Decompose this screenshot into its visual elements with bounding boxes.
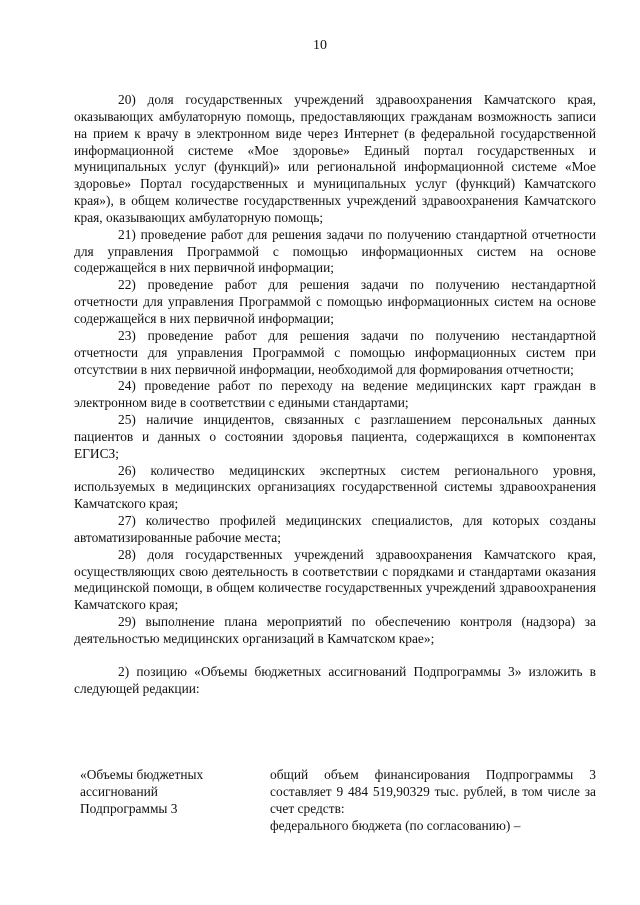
list-item-26: 26) количество медицинских экспертных систем регионального уровня, используемых в медицинских организациях государственной системы здравоохранения Камчатского края; [74,462,596,512]
list-item-27: 27) количество профилей медицинских специалистов, для которых созданы автоматизированные рабочие места; [74,513,596,545]
table-left-line: ассигнований [80,783,158,799]
list-item-24: 24) проведение работ по переходу на ведение медицинских карт граждан в электронном виде в соответствии с едиными стандартами; [74,378,596,411]
list-item-29: 29) выполнение плана мероприятий по обеспечению контроля (надзора) за деятельностью медицинских организаций в Камчатском крае»; [74,614,596,646]
list-item-28: 28) доля государственных учреждений здравоохранения Камчатского края, осуществляющих свою деятельность в соответствии с порядками и стандартами оказания медицинской помощи, в общем количестве государственных учреждений здравоохранения Камчатского края; [74,546,596,613]
table-right-cell [270,767,596,834]
list-item-25: 25) наличие инцидентов, связанных с разглашением персональных данных пациентов и данных о состоянии здоровья пациента, содержащихся в компонентах ЕГИСЗ; [74,412,596,461]
table-left-cell [80,767,250,818]
list-item-22: 22) проведение работ для решения задачи по получению нестандартной отчетности для управления Программой с помощью информационных систем на основе содержащейся в них первичной информации; [74,277,596,326]
table-right-text: общий объем финансирования Подпрограммы 3 составляет 9 484 519,90329 тыс. рублей, в том числе за счет средств: [270,767,596,816]
list-item-21: 21) проведение работ для решения задачи по получению стандартной отчетности для управления Программой с помощью информационных систем на основе содержащейся в них первичной информации; [74,226,596,276]
page-number: 10 [313,38,327,53]
spacer [74,648,596,664]
table-right-last: федерального бюджета (по согласованию) – [270,817,521,833]
table-left-line: Подпрограммы 3 [80,800,178,816]
position-paragraph: 2) позицию «Объемы бюджетных ассигнований Подпрограммы 3» изложить в следующей редакции: [74,663,596,696]
document-body [74,92,596,698]
table-left-line: «Объемы бюджетных [80,767,204,782]
list-item-20: 20) доля государственных учреждений здравоохранения Камчатского края, оказывающих амбулаторную помощь, предоставляющих гражданам возможность записи на прием к врачу в электронном виде через Интернет (в федеральной государственной информационной системе «Мое здоровье» Единый портал государственных и муниципальных услуг (функций)» или региональной информационной системе «Мое здоровье» Портал государственных и муниципальных услуг (функций) Камчатского края»), в общем количестве государственных учреждений здравоохранения Камчатского края, оказывающих амбулаторную помощь; [74,92,596,225]
list-item-23: 23) проведение работ для решения задачи по получению нестандартной отчетности для управления Программой с помощью информационных систем при отсутствии в них первичной информации, необходимой для формирования отчетности; [74,327,596,377]
